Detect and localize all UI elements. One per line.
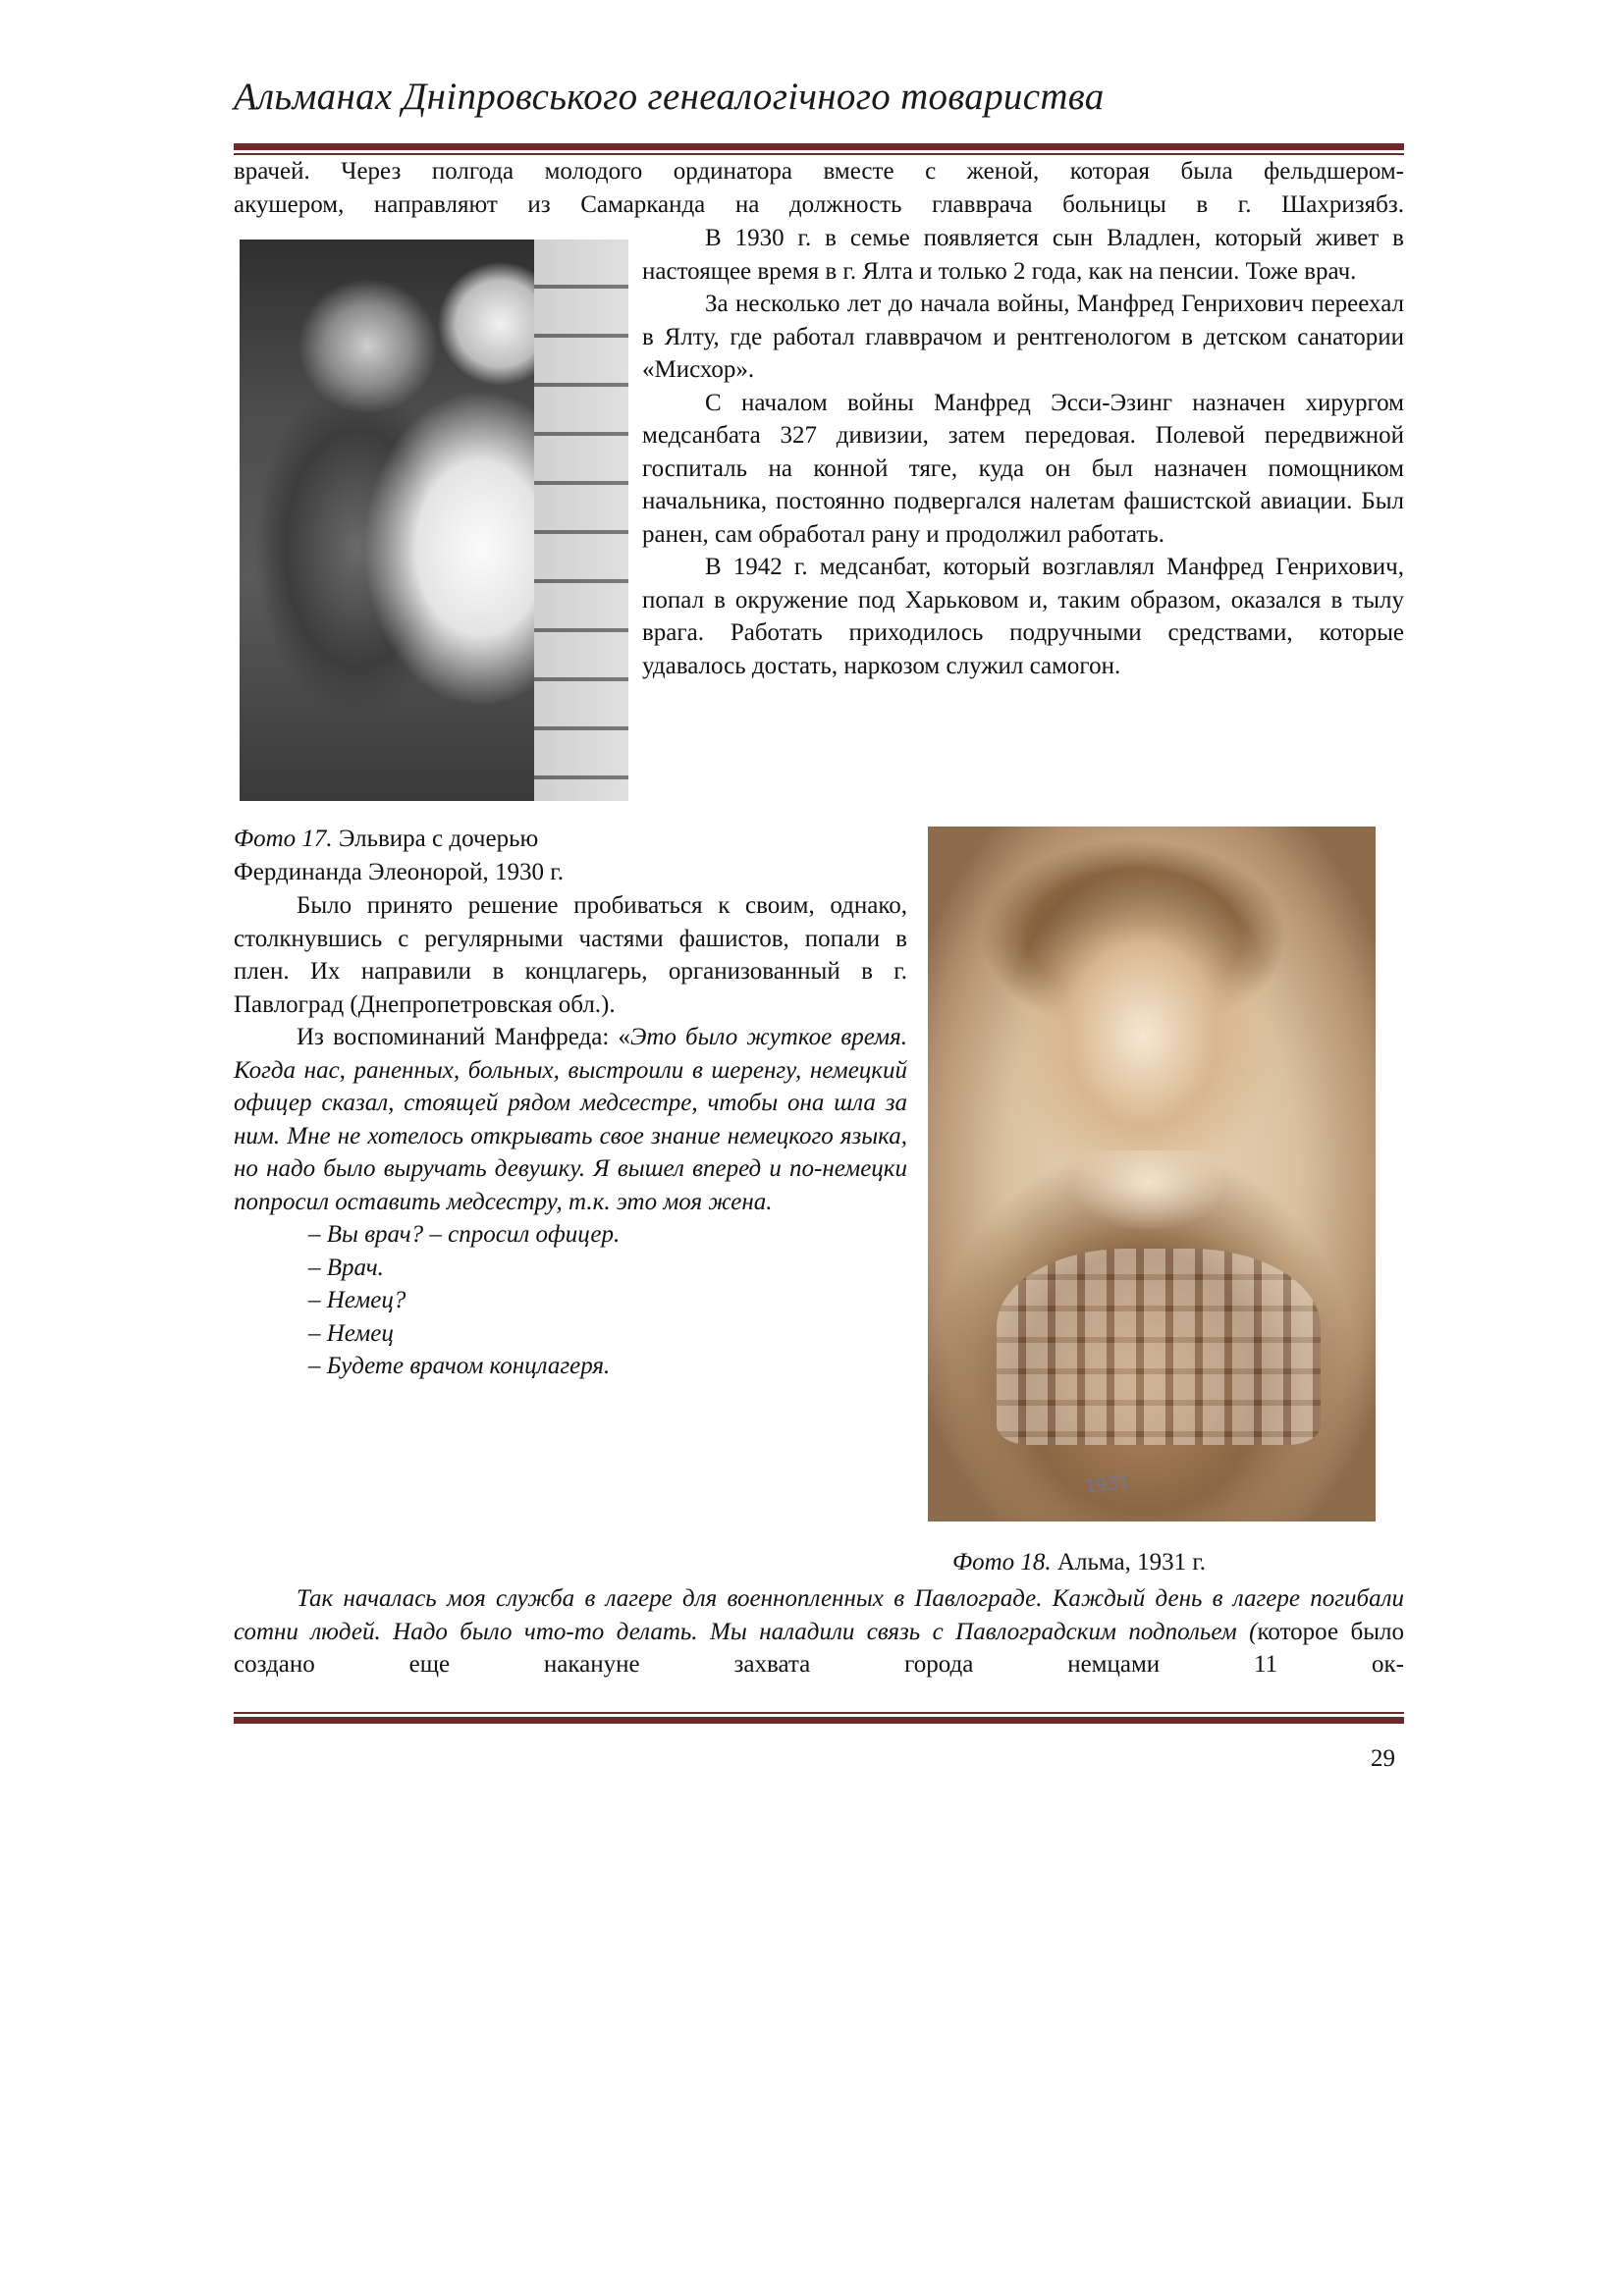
paragraph [234,1582,1404,1682]
quote-text: Это было жуткое время. Когда нас, раненных, больных, выстроили в шеренгу, немецкий офицер сказал, стоящей рядом медсестре, чтобы она шла за ним. Мне не хотелось открывать свое знание немецкого языка, но надо было выручать девушку. Я вышел вперед и по-немецки попросил оставить медсестру, т.к. это моя жена. [234,1024,907,1215]
paragraph: За несколько лет до начала войны, Манфред Генрихович переехал в Ялту, где работал главврачом и рентгенологом в детском санатории «Мисхор». [642,291,1404,383]
dialogue-line: – Вы врач? – спросил офицер. [308,1221,621,1248]
left-column [234,889,907,1383]
photo-alma-portrait [928,827,1376,1522]
text-line: акушером, направляют из Самарканда на должность главврача больницы в г. Шахризябз. [234,190,1404,218]
footer-divider [234,1712,1404,1724]
paragraph: Было принято решение пробиваться к своим, однако, столкнувшись с регулярными частями фашистов, попали в плен. Их направили в концлагерь, организованный в г. Павлоград (Днепропетровская обл.). [234,892,907,1018]
paragraph-italic: Так началась моя служба в лагере для военнопленных в Павлограде. Каждый день в лагере погибали сотни людей. Надо было что-то делать. Мы наладили связь с Павлоградским подпольем ( [234,1585,1404,1645]
page-number: 29 [1371,1745,1395,1772]
paragraph-regular: которое было создано еще накануне захвата города немцами 11 ок- [234,1618,1404,1678]
header-divider [234,143,1404,155]
dialogue-line: – Немец [308,1319,394,1347]
dialogue-line: – Немец? [308,1287,406,1313]
caption-label: Фото 17. [234,826,333,852]
paragraph: В 1930 г. в семье появляется сын Владлен, который живет в настоящее время в г. Ялта и только 2 года, как на пенсии. Тоже врач. [642,225,1404,285]
paragraph: С началом войны Манфред Эсси-Эзинг назначен хирургом медсанбата 327 дивизии, затем передовая. Полевой передвижной госпиталь на конной тяге, куда он был назначен помощником начальника, постоянно подвергался налетам фашистской авиации. Был ранен, сам обработал рану и продолжил работать. [642,389,1404,548]
quote-intro: Из воспоминаний Манфреда: « [297,1024,630,1050]
dialogue-line: – Будете врачом концлагеря. [308,1353,611,1379]
paragraph-quote [234,1021,907,1218]
photo-inscription: 1931 [1084,1471,1131,1498]
photo17-caption [234,823,666,888]
right-column [642,222,1404,682]
caption-text: Альма, 1931 г. [1056,1549,1207,1575]
dialogue [234,1218,907,1383]
caption-text: Фердинанда Элеонорой, 1930 г. [234,858,564,885]
caption-label: Фото 18. [952,1549,1052,1575]
caption-text: Эльвира с дочерью [338,826,539,852]
top-paragraph [234,155,1404,221]
journal-title: Альманах Дніпровського генеалогічного товариства [234,76,1105,118]
paragraph: В 1942 г. медсанбат, который возглавлял Манфред Генрихович, попал в окружение под Харьковом и, таким образом, оказался в тылу врага. Работать приходилось подручными средствами, которые удавалось достать, наркозом служил самогон. [642,554,1404,679]
photo-elvira-with-daughter [240,240,628,801]
text-line: врачей. Через полгода молодого ординатора вместе с женой, которая была фельдшером- [234,158,1404,185]
bottom-paragraph [234,1582,1404,1682]
photo18-caption [952,1546,1206,1579]
dialogue-line: – Врач. [308,1254,384,1281]
